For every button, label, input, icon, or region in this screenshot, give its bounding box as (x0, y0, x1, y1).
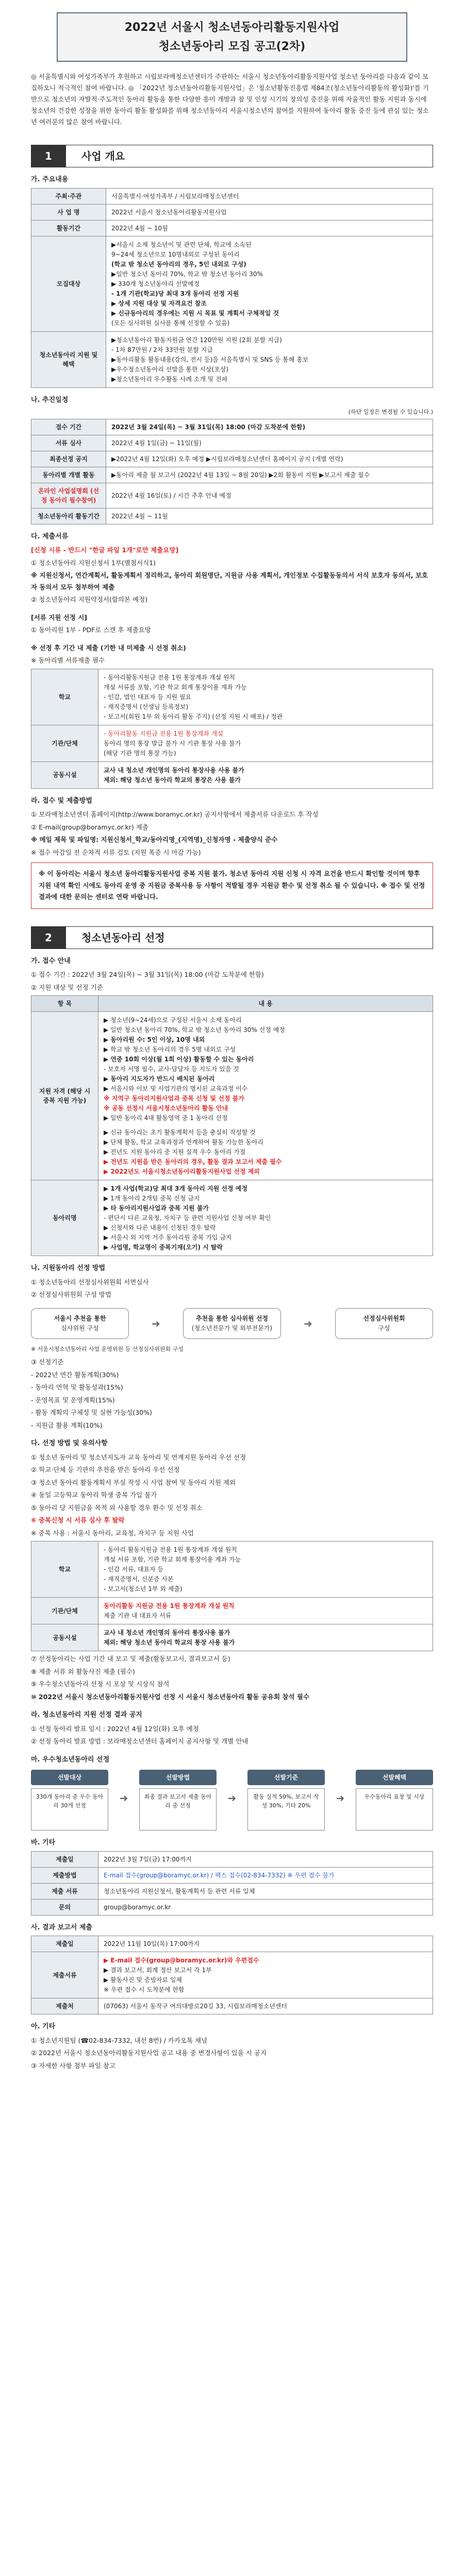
flow-step-body: 구성 (378, 1325, 390, 1332)
support-line: ▶우수청소년동아리 선발을 통한 시상(포상) (111, 365, 229, 373)
row-label: 최종선정 공지 (31, 451, 106, 467)
target-line: ▶ 전년도 지원 동아리 중 지원 실적 우수 동아리 가점 (104, 1148, 246, 1156)
table-row (31, 725, 433, 761)
etc-table (31, 1851, 433, 1916)
row-line: ▶ E-mail 접수(group@boramyc.or.kr)와 우편접수 (104, 1957, 259, 1964)
after-line: ⑩ 2022년 서울시 청소년동아리활동지원사업 선정 시 서울시 청소년동아리 활동 공유회 참석 필수 (31, 1692, 310, 1701)
section-number: 1 (31, 145, 66, 167)
row-value: E-mail 접수(group@boramyc.or.kr) / 팩스 접수(02-834-7332) ※ 우편 접수 불가 (98, 1867, 433, 1883)
flow-step (183, 1308, 281, 1339)
support-line: ▶청소년동아리 우수활동 사례 소개 및 전파 (111, 375, 228, 383)
subheading-award: 마. 우수청소년동아리 선정 (31, 1755, 110, 1764)
arrow-right-icon: ➜ (304, 1317, 312, 1330)
exclude-line: ▶ 서울시 외 지역 거주 동아리원 중복 가입 금지 (104, 1234, 232, 1242)
documents-line: ② 청소년동아리 지원약정서(합의본 예정) (31, 596, 148, 604)
exclude-cell (98, 1180, 433, 1256)
subheading-selection: 나. 지원동아리 선정 방법 (31, 1264, 106, 1273)
row-line: 개설 서류를 포함, 기관 학교 회계 통장이용 계좌 가능 (104, 683, 247, 691)
overview-table (31, 188, 433, 388)
banner-subtitle: 청소년동아리 모집 공고(2차) (158, 40, 306, 53)
award-step-title: 선발방법 (139, 1770, 217, 1785)
row-value: 2022년 3월 24일(목) ~ 3월 31일(목) 18:00 (마감 도착분에 한함) (106, 419, 433, 435)
row-value (98, 761, 433, 788)
subheading-report: 사. 결과 보고서 제출 (31, 1923, 92, 1931)
target-line: ▶ 청소년(9~24세)으로 구성된 서울시 소재 동아리 (104, 1016, 242, 1024)
target-line: ※ 지역구 동아리지원사업과 중복 신청 및 선정 불가 (104, 1095, 244, 1103)
after-block (31, 1653, 433, 1703)
award-step (139, 1770, 217, 1831)
target-line: ▶ 일반 청소년 동아리 70%, 학교 밖 청소년 동아리 30% 선정 예정 (104, 1026, 285, 1034)
flow-step-body: 심사위원 구성 (61, 1325, 99, 1332)
award-step (247, 1770, 325, 1831)
row-value: 2022년 4월 1일(금) ~ 11일(월) (106, 435, 433, 451)
table-row (31, 1598, 433, 1624)
row-value: 2022년 4월 16일(토) / 시간 추후 안내 예정 (106, 483, 433, 508)
row-line: 개설 서류 포함, 기관 학교 회계 통장이용 계좌 가능 (104, 1556, 241, 1564)
flow-step (31, 1308, 129, 1339)
result-line: ① 선정 동아리 발표 일시 : 2022년 4월 12일(화) 오후 예정 (31, 1724, 199, 1733)
flow-step-title: 서울시 추천을 통한 (54, 1314, 106, 1322)
recruit-line: ▶ 상세 지원 대상 및 자격요건 참조 (111, 299, 207, 307)
final-line: ② 2022년 서울시 청소년동아리활동지원사업 공고 내용 중 변경사항이 있을 시 공지 (31, 2049, 267, 2057)
criteria-line: - 지원금 활용 계획(10%) (31, 1421, 103, 1429)
table-row (31, 1012, 433, 1180)
row-line: ※ 우편 접수 시 도착분에 한함 (104, 1986, 185, 1994)
receive-line: ② 지원 대상 및 선정 기준 (31, 983, 103, 991)
selection-line: ① 청소년동아리 선정심사위원회 서면심사 (31, 1278, 149, 1286)
subheading-receive: 가. 접수 안내 (31, 957, 71, 965)
row-label: 사 업 명 (31, 204, 106, 220)
target-line: - 보호자 서명 필수, 교사·담당자 등 지도자 있을 것 (104, 1065, 239, 1073)
flow-step-title: 선정심사위원회 (363, 1314, 405, 1322)
submit-line: ※ 접수 마감일 전 순차적 서류 검토 (지원 폭증 시 마감 가능) (31, 848, 201, 856)
row-label: 공동시설 (31, 761, 98, 788)
subheading-caution: 다. 선정 방법 및 유의사항 (31, 1439, 108, 1448)
intro-text (31, 71, 433, 127)
row-label: 주최·주관 (31, 188, 106, 204)
recruit-line: (모든 심사위원 심사를 통해 선정할 수 있음) (111, 319, 230, 327)
caution-line: ① 청소년 동아리 및 청소년지도자 교육 동아리 및 연계지원 동아리 우선 선정 (31, 1453, 246, 1461)
receive-line: ① 접수 기간 : 2022년 3월 24일(목) ~ 3월 31일(목) 18:00 (마감 도착분에 한함) (31, 971, 264, 979)
table-row (31, 188, 433, 204)
arrow-right-icon: ➜ (152, 1317, 160, 1330)
target-line: ▶ 연중 10회 이상(월 1회 이상) 활동할 수 있는 동아리 (104, 1056, 254, 1063)
exclude-line: ▶ 신청서와 다른 내용이 신청된 경우 탈락 (104, 1224, 216, 1232)
target-line: ▶ 전년도 지원을 받은 동아리의 경우, 활동 결과 보고서 제출 필수 (104, 1158, 282, 1166)
additional-title: [서류 지원 선정 시] (31, 613, 88, 621)
result-block (31, 1723, 433, 1748)
result-line: ② 선정 동아리 발표 방법 : 보라매청소년센터 홈페이지 공지사항 및 개별 안내 (31, 1737, 248, 1745)
eligibility-title: ※ 선정 후 기간 내 제출 (기한 내 미제출 시 선정 취소) (31, 643, 186, 652)
award-step-title: 선발대상 (31, 1770, 108, 1785)
row-line: 제외: 해당 청소년 동아리 학교의 통장은 사용 불가 (104, 776, 241, 784)
row-value: 2022년 4월 ~ 10월 (106, 220, 433, 236)
row-label: 청소년동아리 활동기간 (31, 508, 106, 524)
table-row (31, 204, 433, 220)
row-line: - 보고서(청소년 1부 외 제출) (104, 1585, 183, 1593)
row-value (98, 1952, 433, 1998)
table-row (31, 508, 433, 524)
row-line: (해당 기관 명의 통장 가능) (104, 749, 176, 757)
exclude-line: - 편단시 다른 교육청, 자치구 등 관련 지원사업 신청 여부 확인 (104, 1214, 271, 1222)
support-line: ▶청소년동아리 활동지원금 연간 120만원 지원 (2회 분할 지급) (111, 336, 282, 344)
subheading-main-content: 가. 주요내용 (31, 176, 69, 184)
documents-block (31, 545, 433, 667)
subheading-etc: 바. 기타 (31, 1839, 56, 1847)
table-row (31, 761, 433, 788)
criteria-line: - 2022년 연간 활동계획(30%) (31, 1370, 119, 1379)
table-row (31, 1998, 433, 2014)
after-line: ⑧ 제출 서류 외 활동사진 제출 (필수) (31, 1667, 135, 1675)
additional-line: ① 동아리원 1부 - PDF로 스캔 후 제출요망 (31, 626, 151, 634)
row-label: 제출서류 (31, 1952, 98, 1998)
row-label: 공동시설 (31, 1624, 98, 1651)
row-value: 2022년 서울시 청소년동아리활동지원사업 (106, 204, 433, 220)
row-value: 2022년 4월 ~ 11월 (106, 508, 433, 524)
after-line: ⑦ 선정동아리는 사업 기간 내 보고 및 제출(활동보고서, 결과보고서 등) (31, 1655, 230, 1663)
row-line: - 재직증명서 (선생님 등록정보) (104, 703, 189, 710)
row-value: 청소년동아리 지원신청서, 활동계획서 등 관련 서류 일체 (98, 1883, 433, 1899)
row-line: 제외: 해당 청소년 동아리 학교의 통장 사용 불가 (104, 1639, 235, 1647)
table-row (31, 1936, 433, 1952)
notice-page (0, 12, 464, 2094)
recruit-line: 9~24세 청소년으로 10명내외로 구성된 동아리 (111, 250, 240, 258)
caution-line: ⑤ 동아리 당 지원금을 목적 외 사용할 경우 환수 및 선정 취소 (31, 1503, 203, 1512)
criteria-line: - 동아리 연혁 및 활동성과(15%) (31, 1383, 123, 1392)
target-line: ▶ 동아리원 수: 5인 이상, 10명 내외 (104, 1036, 205, 1044)
exclude-line: ▶ 타 동아리지원사업과 중복 지원 불가 (104, 1205, 209, 1212)
row-value: (07063) 서울시 동작구 여의대방로20길 33, 시립보라매청소년센터 (98, 1998, 433, 2014)
arrow-right-icon: ➜ (336, 1792, 345, 1805)
award-step-title: 선발기준 (247, 1770, 325, 1785)
arrow-right-icon: ➜ (227, 1792, 237, 1805)
account-table (31, 669, 433, 789)
criteria-title: ③ 선정기준 (31, 1358, 64, 1366)
row-label: 제출처 (31, 1998, 98, 2014)
row-label: 제출일 (31, 1851, 98, 1867)
row-line: ▶ 결과 보고서, 회계 정산 보고서 각 1부 (104, 1967, 212, 1974)
final-block (31, 2035, 433, 2072)
title-banner (57, 12, 407, 62)
row-line: 동아리활동 지원금 전용 1원 통장계좌 개설 원칙 (104, 1602, 235, 1610)
row-label: 접수 기간 (31, 419, 106, 435)
caution-line: ② 학교·단체 등 기관의 추천을 받은 동아리 우선 선정 (31, 1466, 180, 1474)
subheading-documents: 다. 제출서류 (31, 532, 69, 540)
award-step (356, 1770, 433, 1831)
row-label: 서류 심사 (31, 435, 106, 451)
award-step-body: 330개 동아리 중 우수 동아리 30개 선정 (31, 1788, 108, 1831)
table-row (31, 1899, 433, 1915)
exclude-line: ▶ 사업명, 학교명이 중복기재(오기) 시 탈락 (104, 1244, 223, 1251)
intro-paragraph: ◎ 서울특별시와 여성가족부가 후원하고 시립보라매청소년센터가 주관하는 서울시 청소년동아리활동지원사업 청소년 동아리를 다음과 같이 모집하오니 적극적인 참여 바랍니다. ◎ 「2022년 청소년동아리활동지원사업」은 '청소년활동진흥법 제84조(청소년동아리활동의 활성화)'를 기반으로 청소년의 자발적·주도적인 동아리 활동을 통한 다양한 흥미 개발과 참 및 인성 시기의 창의성 증진을 위해 자율적인 활동 지원과 동시에 청소년의 건강한 성장을 위한 동아리 활동 활성화를 위해 청소년동아리 서울시청소년의 참여를 지원하여 동아리 활동 증진 등에 관심 있는 청소년 여러분의 많은 참여 바랍니다. (31, 73, 429, 126)
row-value: ▶동아리 제출 월 보고서 (2022년 4월 13일 ~ 8월 20일) ▶2회 활동비 지원 ▶보고서 제출 필수 (106, 467, 433, 483)
table-row (31, 669, 433, 725)
row-value (98, 1541, 433, 1598)
section-2-header (31, 926, 433, 949)
row-value: 2022년 3월 7일(금) 17:00까지 (98, 1851, 433, 1867)
row-label: 제출 서류 (31, 1883, 98, 1899)
row-label: 학교 (31, 669, 98, 725)
selection-flow (31, 1308, 433, 1339)
flow-step-title: 추천을 통한 심사위원 선정 (195, 1314, 268, 1322)
documents-line: ※ 지원신청서, 연간계획서, 활동계획서 정리하고, 동아리 회원명단, 지원금 사용 계획서, 개인정보 수집활동동의서 서식 보호자 동의서, 보호자 동의서 모두 첨부하여 제출 (31, 571, 428, 591)
table-row (31, 451, 433, 467)
recruit-line: ▶서울시 소재 청소년이 및 관련 단체, 학교에 소속된 (111, 241, 252, 248)
recruit-line: ▶ 330개 청소년동아리 선발예정 (111, 280, 200, 287)
table-row (31, 435, 433, 451)
row-label: 기관/단체 (31, 725, 98, 761)
submit-block (31, 809, 433, 858)
target-line: ▶ 동아리 지도자가 반드시 배치된 동아리 (104, 1075, 215, 1083)
row-value: group@boramyc.or.kr (98, 1899, 433, 1915)
row-label: 기관/단체 (31, 1598, 98, 1624)
row-value: 서울특별시·여성가족부 / 시립보라매청소년센터 (106, 188, 433, 204)
subheading-schedule: 나. 추진일정 (31, 396, 69, 404)
criteria-table (31, 995, 433, 1256)
eligibility-sub: ※ 동아리별 서류제출 필수 (31, 656, 105, 665)
recruit-line: ▶ 신규동아리의 경우에는 지원 시 목표 및 계획서 구체적일 것 (111, 309, 279, 317)
target-line: ▶ 학교 밖 청소년 동아리의 경우 5명 내외로 구성 (104, 1046, 236, 1054)
target-line: ▶ 단체 활동, 학교 교육과정과 연계하여 활동 가능한 동아리 (104, 1139, 264, 1146)
warning-box (31, 862, 433, 909)
row-label: 온라인 사업설명회 (선정 동아리 필수참여) (31, 483, 106, 508)
selection-line: ② 선정심사위원회 구성 방법 (31, 1291, 111, 1299)
row-line: 동아리 명의 통장 발급 불가 시 기관 통장 사용 불가 (104, 739, 241, 747)
row-label: 활동기간 (31, 220, 106, 236)
row-line: - 동아리활동지원금 전용 1원 통장계좌 개설 원칙 (104, 673, 236, 681)
row-line: 교사 내 청소년 개인명의 동아리 통장사용 불가 (104, 1629, 230, 1637)
criteria-line: - 운영목표 및 운영계획(15%) (31, 1396, 115, 1404)
submit-line: ① 보라매청소년센터 홈페이지(http://www.boramyc.or.kr) 공지사항에서 제출서류 다운로드 후 작성 (31, 810, 319, 819)
section-1-header (31, 145, 433, 167)
subheading-result: 라. 청소년동아리 지원 선정 결과 공지 (31, 1711, 142, 1719)
table-row (31, 1851, 433, 1867)
section-number: 2 (31, 926, 66, 949)
award-step-body: 활동 실적 50%, 보고서 작성 30%, 기타 20% (247, 1788, 325, 1831)
section-title: 청소년동아리 선정 (66, 926, 433, 949)
row-line: ▶ 활동사진 및 증빙자료 일체 (104, 1976, 182, 1984)
row-label: 모집대상 (31, 236, 106, 331)
table-row (31, 419, 433, 435)
target-line: ※ 공동 선정시 서울시청소년동아리 활동 안내 (104, 1105, 228, 1112)
table-row (31, 1624, 433, 1651)
documents-title: [신청 시류 - 반드시 "한글 파일 1개"로만 제출요망] (31, 546, 179, 554)
target-line: ▶ 2022년도 서울시청소년동아리활동지원사업 선정 제외 (104, 1168, 260, 1176)
table-row (31, 1541, 433, 1598)
section-title: 사업 개요 (66, 145, 433, 167)
recruit-line: ▶일반 청소년 동아리 70%, 학교 밖 청소년 동아리 30% (111, 270, 263, 278)
row-label: 동아리별 개별 활동 (31, 467, 106, 483)
row-label: 학교 (31, 1541, 98, 1598)
row-value (98, 1598, 433, 1624)
arrow-right-icon: ➜ (119, 1792, 128, 1805)
recruit-line: - 1개 기관(학교)당 최대 3개 동아리 선정 지원 (111, 290, 239, 297)
recruit-line: (학교 밖 청소년 동아리의 경우, 5인 내외로 구성) (111, 260, 246, 268)
row-line: - 동아리활동 지원금 전용 1원 통장계좌 개설 (104, 730, 223, 737)
award-flow (31, 1770, 433, 1831)
table-row (31, 236, 433, 331)
row-line: - 인감, 법인 대표자 등 지원 필요 (104, 693, 192, 701)
schedule-note: (하단 일정은 변경될 수 있습니다.) (348, 409, 433, 416)
award-step (31, 1770, 108, 1831)
row-line: - 동아리 활동지원금 전용 1원 통장계좌 개설 원칙 (104, 1546, 237, 1554)
subheading-final: 아. 기타 (31, 2023, 56, 2031)
support-line: ▶동아리활동 활동내용(강의, 전시 등)을 서울특별시 및 SNS 등 통해 홍보 (111, 355, 309, 363)
final-line: ① 청소년지원팀 (☎02-834-7332, 내선 8번) / 카카오톡 채널 (31, 2036, 208, 2044)
row-label: 제출방법 (31, 1867, 98, 1883)
table-row (31, 483, 433, 508)
row-line: 교사 내 청소년 개인명의 동아리 통장사용 사용 불가 (104, 766, 244, 774)
caution-line: ⑥ 중복신청 시 서류 심사 후 탈락 (31, 1516, 125, 1524)
criteria-line: - 활동 계획의 구체성 및 실현 가능성(30%) (31, 1409, 152, 1417)
selection-block (31, 1277, 433, 1301)
submit-line: ② E-mail(group@boramyc.or.kr) 제출 (31, 823, 148, 831)
flow-note: ※ 서울시청소년동아리 사업 운영위원 등 선정심사위원회 구성 (31, 1346, 184, 1353)
caution-block (31, 1452, 433, 1539)
row-value (98, 725, 433, 761)
award-step-body: 최종 결과 보고서 제출 동아리 중 선정 (139, 1788, 217, 1831)
exclude-line: ▶ 1개 사업(학교)당 최대 3개 동아리 지원 선정 예정 (104, 1185, 247, 1193)
flow-step (335, 1308, 433, 1339)
row-line: - 재직증명서, 신분증 사본 (104, 1575, 174, 1583)
column-header: 항 목 (31, 996, 98, 1012)
documents-line: ① 청소년동아리 지원신청서 1부(별첨서식1) (31, 558, 156, 567)
target-line: ▶ 일반 동아리 4대 활동영역 중 1 동아리 선정 (104, 1114, 228, 1122)
row-line: 제출 기관 내 대표자 서류 (104, 1612, 172, 1620)
row-label: 지원 자격 (해당 시 중복 지원 가능) (31, 1012, 98, 1180)
table-row (31, 1867, 433, 1883)
table-header-row (31, 996, 433, 1012)
support-cell (106, 331, 433, 387)
table-row (31, 467, 433, 483)
subheading-submit: 라. 접수 및 제출방법 (31, 796, 92, 805)
caution-line: ③ 청소년 동아리 활동계획서 부실 작성 시 사업 참여 및 동아리 지원 제외 (31, 1478, 236, 1486)
support-line: - 1차 87만원 / 2차 33만원 분할 지급 (111, 346, 213, 353)
row-label: 청소년동아리 지원 및 혜택 (31, 331, 106, 387)
table-row (31, 1883, 433, 1899)
target-line: ▶ 신규 동아리는 초기 활동계획서 등을 충실히 작성할 것 (104, 1129, 256, 1137)
target-cell (98, 1012, 433, 1180)
row-value (98, 1624, 433, 1651)
row-label: 동아리명 (31, 1180, 98, 1256)
flow-step-body: (청소년전문가 및 외부전문가) (191, 1325, 273, 1332)
row-value (98, 669, 433, 725)
caution-line: ④ 동일 고등학교 동아리 학생 중복 가입 불가 (31, 1491, 157, 1499)
row-value: ▶2022년 4월 12일(화) 오후 예정 ▶시립보라매청소년센터 홈페이지 공지 (개별 연락) (106, 451, 433, 467)
receive-block (31, 969, 433, 993)
condition-table (31, 1541, 433, 1651)
award-step-title: 선발혜택 (356, 1770, 433, 1785)
table-row (31, 220, 433, 236)
caution-line: ※ 중복 사용 : 서울시 동아리, 교육청, 자치구 등 지원 사업 (31, 1529, 194, 1537)
submit-line: ※ 메일 제목 및 파일명: 지원신청서_학교/동아리명_(지역명)_신청자명 - 제출양식 준수 (31, 836, 278, 844)
report-table (31, 1936, 433, 2014)
row-label: 문의 (31, 1899, 98, 1915)
row-line: - 보고서(회원 1부 외 동아리 활동 주지) (선정 지원 시 배포) / 정관 (104, 713, 283, 720)
row-line: - 인감 서류, 대표자 등 (104, 1566, 164, 1573)
final-line: ③ 자세한 사항 첨부 파일 참고 (31, 2061, 115, 2070)
banner-title: 2022년 서울시 청소년동아리활동지원사업 (124, 21, 340, 34)
table-row (31, 1952, 433, 1998)
schedule-table (31, 419, 433, 524)
after-line: ⑨ 우수청소년동아리 선정 시 포상 및 시상식 참석 (31, 1680, 170, 1688)
column-header: 내 용 (98, 996, 433, 1012)
warning-text: ※ 이 동아리는 서울시 청소년 동아리활동지원사업 중복 지원 불가. 청소년 동아리 지원 신청 시 자격 요건을 반드시 확인할 것이며 향후 지원 내역 확인 시에도 동아리 운영 중 지원금 중복사용 등 사항이 적발될 경우 지원금 환수 및 선정 취소 될 수 있습니다. ※ 접수 및 선정 결과에 대한 문의는 센터로 연락 바랍니다. (39, 870, 425, 901)
exclude-line: ▶ 1개 동아리 2개팀 중복 신청 금지 (104, 1195, 200, 1202)
table-row (31, 331, 433, 387)
target-line: ▶ 서울시와 이보 및 사업기관의 명시된 교육과정 이수 (104, 1085, 248, 1093)
table-row (31, 1180, 433, 1256)
criteria-block (31, 1357, 433, 1431)
row-value: 2022년 11월 10일(목) 17:00까지 (98, 1936, 433, 1952)
award-step-body: 우수동아리 표창 및 시상 (356, 1788, 433, 1831)
row-label: 제출일 (31, 1936, 98, 1952)
recruit-cell (106, 236, 433, 331)
